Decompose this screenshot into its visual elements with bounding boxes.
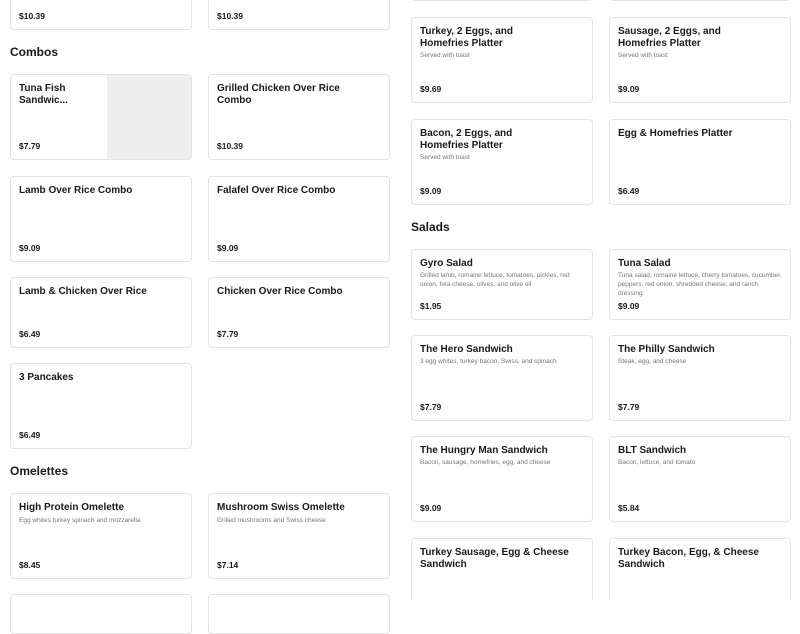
menu-item-card[interactable] (411, 538, 593, 600)
item-price: $7.79 (19, 141, 41, 151)
menu-item-card[interactable] (411, 0, 593, 1)
menu-item-card[interactable] (208, 176, 390, 262)
menu-item-card[interactable] (10, 176, 192, 262)
menu-item-card[interactable] (208, 493, 390, 579)
item-name: The Hungry Man Sandwich (420, 445, 548, 456)
item-price: $9.09 (420, 503, 442, 513)
menu-item-card[interactable] (411, 436, 593, 522)
item-name: 3 Pancakes (19, 372, 74, 383)
item-name: Lamb & Chicken Over Rice (19, 286, 147, 297)
item-name: Bacon, 2 Eggs, and Homefries Platter (420, 128, 513, 151)
item-price: $7.79 (618, 402, 640, 412)
item-name: Turkey, 2 Eggs, and Homefries Platter (420, 26, 513, 49)
item-price: $7.79 (420, 402, 442, 412)
item-image (107, 75, 191, 159)
item-name: Turkey Bacon, Egg, & Cheese Sandwich (618, 547, 759, 570)
item-price: $7.79 (217, 329, 239, 339)
item-description: Bacon, lettuce, and tomato (618, 459, 696, 466)
item-price: $6.49 (618, 186, 640, 196)
item-name: Tuna Salad (618, 258, 671, 269)
item-description: Grilled lamb, romaine lettuce, tomatoes, pickles, red onion, feta cheese, olives, and olive oil (420, 272, 570, 288)
item-description: Served with toast (618, 52, 668, 59)
section-title-combos: Combos (10, 45, 58, 59)
item-name: Tuna Fish Sandwic... (19, 83, 68, 106)
menu-item-card[interactable] (10, 74, 192, 160)
menu-item-card[interactable] (609, 17, 791, 103)
item-price: $9.09 (618, 84, 640, 94)
section-title-omelettes: Omelettes (10, 464, 69, 478)
menu-item-card[interactable] (208, 0, 390, 30)
menu-item-card[interactable] (609, 249, 791, 320)
item-price: $5.84 (618, 503, 640, 513)
item-name: Falafel Over Rice Combo (217, 185, 336, 196)
item-name: Grilled Chicken Over Rice Combo (217, 83, 340, 106)
item-description: Served with toast (420, 154, 470, 161)
menu-item-card[interactable] (10, 363, 192, 449)
menu-item-card[interactable] (10, 0, 192, 30)
item-name: The Philly Sandwich (618, 344, 715, 355)
item-price: $9.09 (217, 243, 239, 253)
item-name: Turkey Sausage, Egg & Cheese Sandwich (420, 547, 569, 570)
item-description: Tuna salad, romaine lettuce, cherry tomatoes, cucumber, peppers, red onion, shredded cheese, and ranch dressing (618, 272, 782, 297)
item-price: $9.09 (420, 186, 442, 196)
item-name: High Protein Omelette (19, 502, 125, 513)
item-price: $10.39 (19, 11, 45, 21)
section-title-salads: Salads (411, 220, 450, 234)
menu-item-card[interactable] (609, 538, 791, 600)
item-name: Lamb Over Rice Combo (19, 185, 133, 196)
item-description: Grilled mushrooms and Swiss cheese (217, 517, 326, 524)
menu-item-card[interactable] (411, 17, 593, 103)
menu-item-card[interactable] (609, 119, 791, 205)
item-price: $9.09 (618, 301, 640, 311)
item-price: $9.09 (19, 243, 41, 253)
item-name: Sausage, 2 Eggs, and Homefries Platter (618, 26, 721, 49)
menu-item-card[interactable] (208, 594, 390, 634)
item-description: Bacon, sausage, homefries, egg, and cheese (420, 459, 551, 466)
menu-item-card[interactable] (10, 277, 192, 348)
item-name: BLT Sandwich (618, 445, 687, 456)
menu-item-card[interactable] (208, 74, 390, 160)
menu-item-card[interactable] (208, 277, 390, 348)
menu-item-card[interactable] (609, 436, 791, 522)
item-price: $8.45 (19, 560, 41, 570)
item-name: The Hero Sandwich (420, 344, 513, 355)
item-price: $7.14 (217, 560, 239, 570)
menu-item-card[interactable] (10, 594, 192, 634)
item-name: Chicken Over Rice Combo (217, 286, 343, 297)
menu-item-card[interactable] (411, 119, 593, 205)
menu-item-card[interactable] (411, 249, 593, 320)
menu-item-card[interactable] (609, 335, 791, 421)
item-price: $1.95 (420, 301, 442, 311)
item-price: $9.69 (420, 84, 442, 94)
item-name: Egg & Homefries Platter (618, 128, 733, 139)
menu-item-card[interactable] (411, 335, 593, 421)
item-description: Egg whites turkey spinach and mozzarella (19, 517, 141, 524)
item-price: $10.39 (217, 141, 243, 151)
menu-item-card[interactable] (10, 493, 192, 579)
item-name: Gyro Salad (420, 258, 473, 269)
item-description: Steak, egg, and cheese (618, 358, 687, 365)
item-name: Mushroom Swiss Omelette (217, 502, 345, 513)
item-description: 3 egg whites, turkey bacon, Swiss, and spinach (420, 358, 557, 365)
menu-item-card[interactable] (609, 0, 791, 1)
item-price: $10.39 (217, 11, 243, 21)
item-price: $6.49 (19, 329, 41, 339)
item-description: Served with toast (420, 52, 470, 59)
item-price: $6.49 (19, 430, 41, 440)
